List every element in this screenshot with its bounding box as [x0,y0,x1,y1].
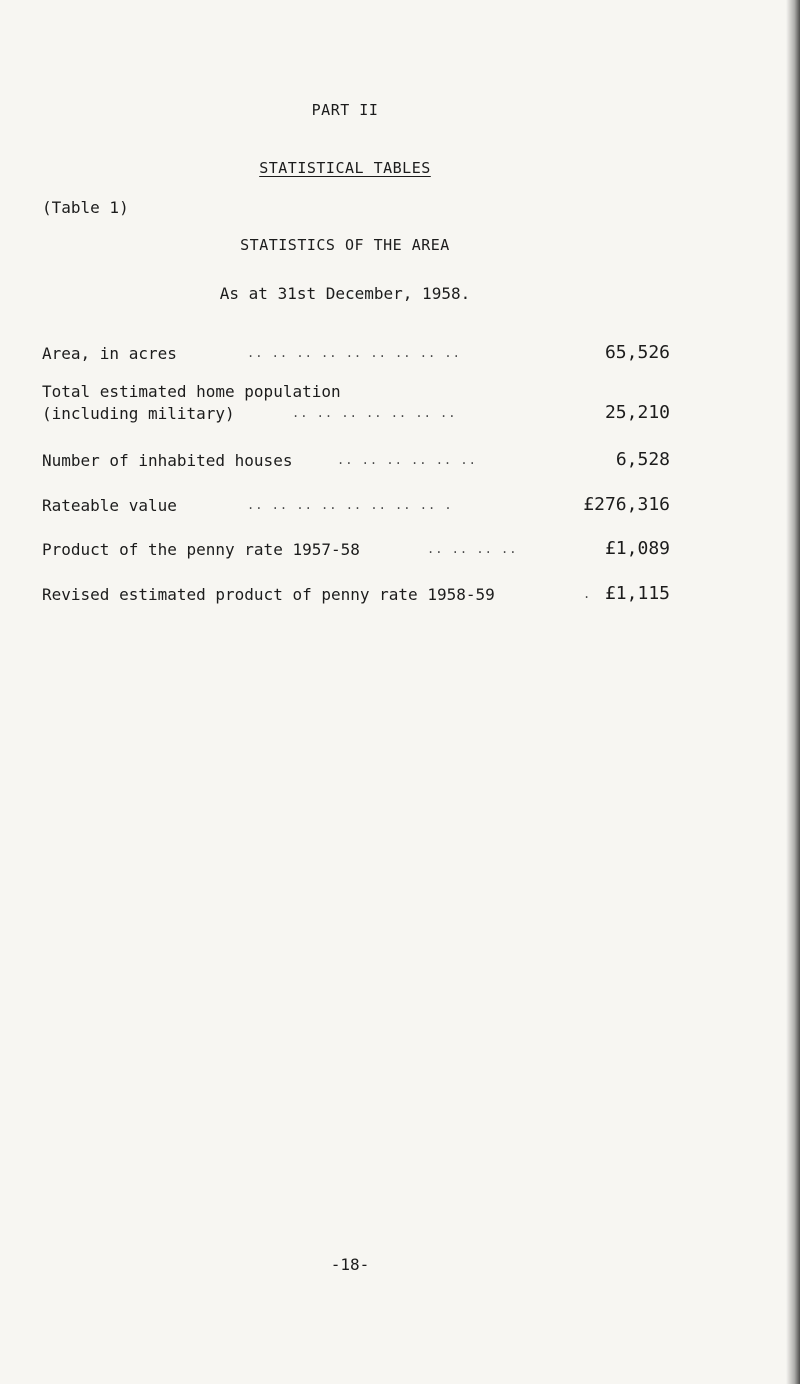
dot-leader: . [583,587,592,601]
part-heading: PART II [311,101,379,119]
dot-leader: .. .. .. .. .. .. .. [292,406,457,420]
stat-value: 6,528 [615,449,670,470]
table-title: STATISTICS OF THE AREA [240,236,450,254]
stat-value: £1,089 [604,538,670,559]
stat-value: 65,526 [604,342,670,363]
dot-leader: .. .. .. .. [427,542,518,556]
table-number: (Table 1) [42,198,129,217]
page-number: -18- [330,1255,370,1274]
dot-leader: .. .. .. .. .. .. .. .. .. [247,346,461,360]
section-title [0,159,690,177]
stat-label: Revised estimated product of penny rate 1958-59 [42,585,495,604]
stat-value: £276,316 [583,494,670,515]
stat-label: Number of inhabited houses [42,451,293,470]
stat-label: Product of the penny rate 1957-58 [42,540,360,559]
stat-value: £1,115 [604,583,670,604]
stat-label: Rateable value [42,496,177,515]
stat-value: 25,210 [604,402,670,423]
dot-leader: .. .. .. .. .. .. [337,453,477,467]
page-edge-shadow [786,0,800,1384]
stat-label: Area, in acres [42,344,177,363]
stat-label-line1: Total estimated home population [42,382,341,401]
stat-label: (including military) [42,404,235,423]
section-title-text: STATISTICAL TABLES [259,159,431,177]
as-at-date: As at 31st December, 1958. [219,284,471,303]
dot-leader: .. .. .. .. .. .. .. .. . [247,498,453,512]
